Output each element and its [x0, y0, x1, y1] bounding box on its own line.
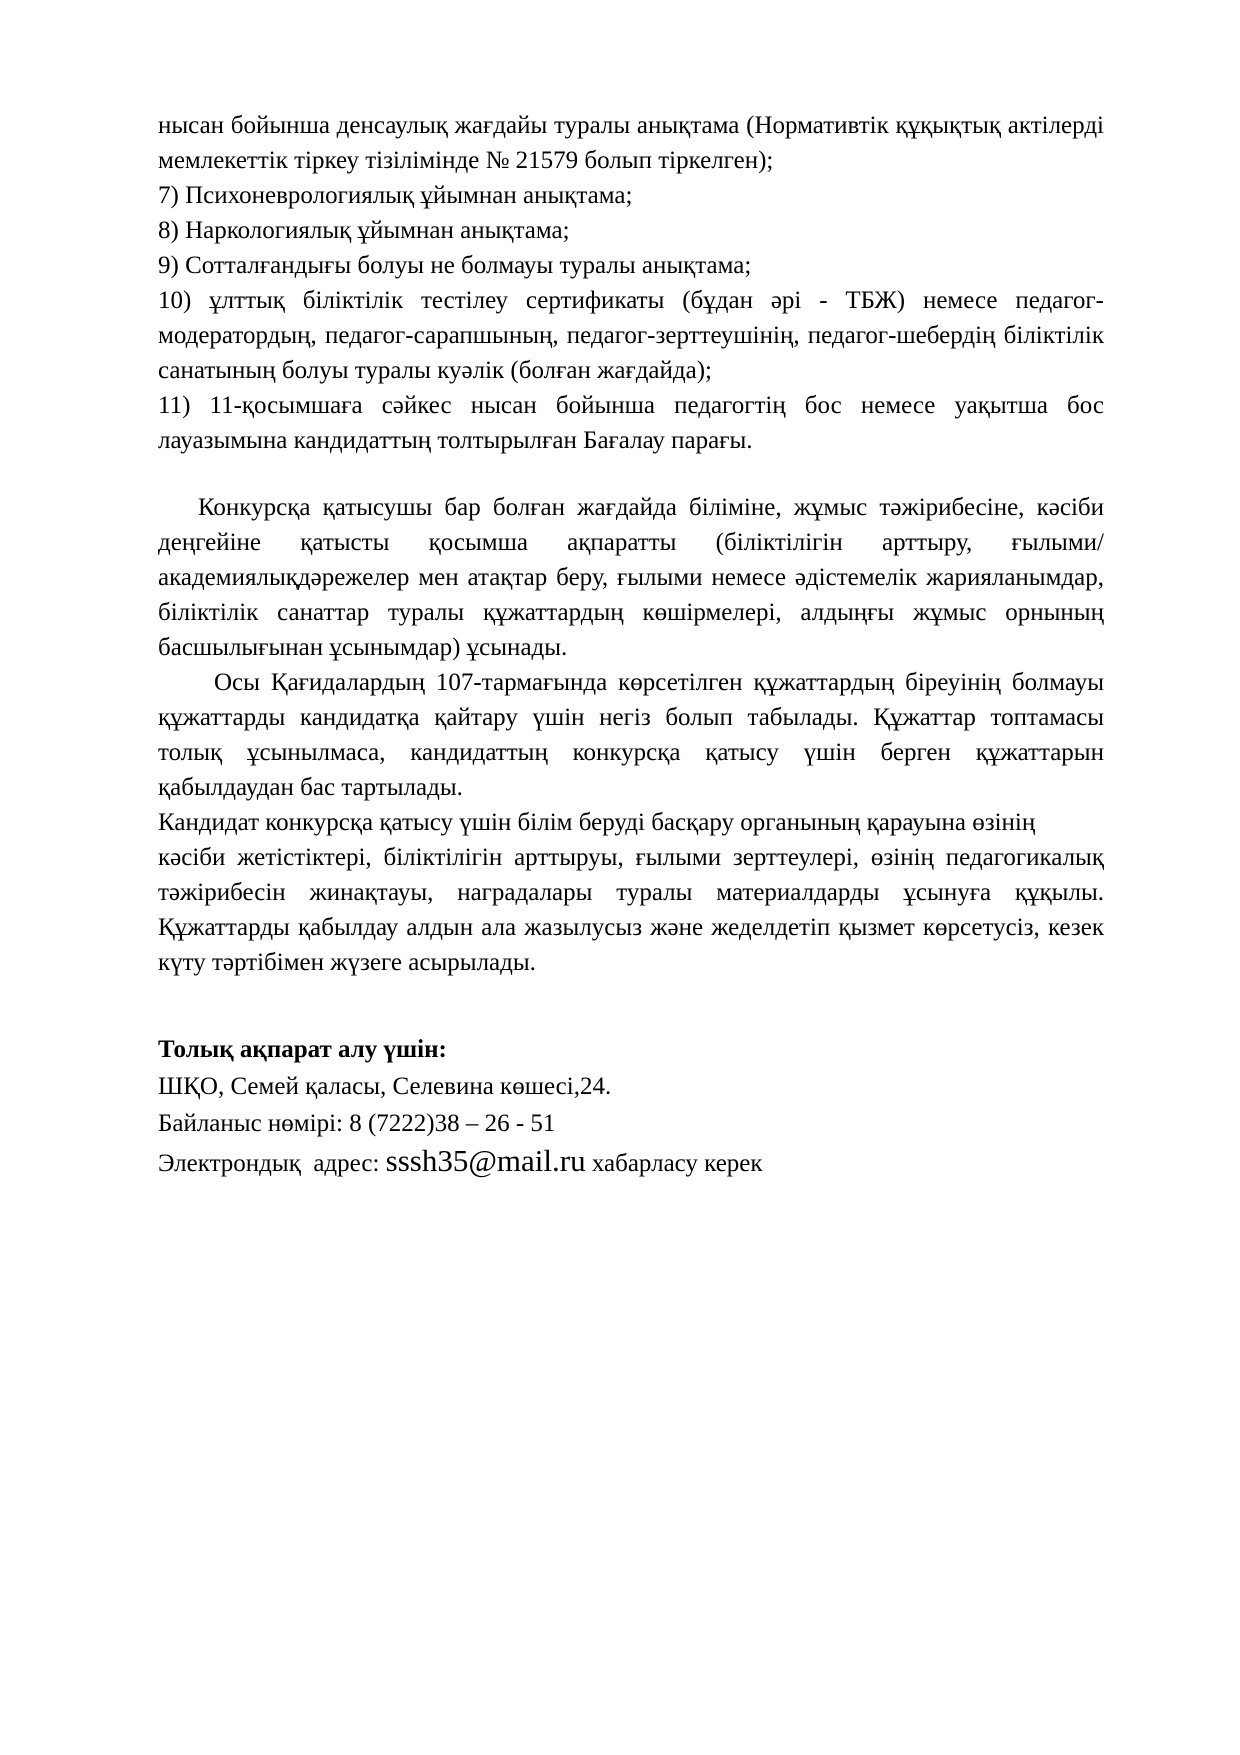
- paragraph-rules-107: Осы Қағидалардың 107-тармағында көрсетілген құжаттардың біреуінің болмауы құжаттарды кандидатқа қайтару үшін негіз болып табылады. Құжаттар топтамасы толық ұсынылмаса, кандидаттың конкурсқа қатысу үшін берген құжаттарын қабылдаудан бас тартылады.: [158, 669, 1104, 801]
- list-item-11: 11) 11-қосымшаға сәйкес нысан бойынша педагогтің бос немесе уақытша бос лауазымына кандидаттың толтырылған Бағалау парағы.: [158, 392, 1104, 454]
- contact-email-address: sssh35@mail.ru: [385, 1143, 586, 1178]
- list-item-7: 7) Психоневрологиялық ұйымнан анықтама;: [158, 182, 633, 209]
- paragraph-candidate-right: кәсіби жетістіктері, біліктілігін арттыруы, ғылыми зерттеулері, өзінің педагогикалық тәжірибесін жинақтауы, наградалары туралы материалдарды ұсынуға құқылы. Құжаттарды қабылдау алдын ала жазылусыз және жеделдетіп қызмет көрсетусіз, кезек күту тәртібімен жүзеге асырылады.: [158, 844, 1104, 976]
- contact-phone: Байланыс нөмірі: 8 (7222)38 – 26 - 51: [158, 1110, 556, 1137]
- contact-address: ШҚО, Семей қаласы, Селевина көшесі,24.: [158, 1073, 612, 1100]
- contact-email-label: Электрондық адрес:: [158, 1150, 386, 1177]
- list-item-8: 8) Наркологиялық ұйымнан анықтама;: [158, 217, 570, 244]
- contact-email-suffix: хабарласу керек: [585, 1150, 763, 1177]
- paragraph-intro-continuation: нысан бойынша денсаулық жағдайы туралы анықтама (Нормативтік құқықтық актілерді мемлекеттік тіркеу тізілімінде № 21579 болып тіркелген);: [158, 112, 1104, 174]
- contact-email-line: [158, 1143, 1104, 1181]
- paragraph-candidate-right-intro: Кандидат конкурсқа қатысу үшін білім беруді басқару органының қарауына өзінің: [158, 809, 1036, 836]
- list-item-9: 9) Сотталғандығы болуы не болмауы туралы анықтама;: [158, 252, 752, 279]
- list-item-10: 10) ұлттық біліктілік тестілеу сертификаты (бұдан әрі - ТБЖ) немесе педагог-модератордың, педагог-сарапшының, педагог-зерттеушінің, педагог-шебердің біліктілік санатының болуы туралы куәлік (болған жағдайда);: [158, 287, 1104, 384]
- paragraph-additional-info: Конкурсқа қатысушы бар болған жағдайда біліміне, жұмыс тәжірибесіне, кәсіби деңгейіне қатысты қосымша ақпаратты (біліктілігін арттыру, ғылыми/академиялықдәрежелер мен атақтар беру, ғылыми немесе әдістемелік жарияланымдар, біліктілік санаттар туралы құжаттардың көшірмелері, алдыңғы жұмыс орнының басшылығынан ұсынымдар) ұсынады.: [158, 494, 1104, 661]
- contact-heading: Толық ақпарат алу үшін:: [158, 1036, 447, 1063]
